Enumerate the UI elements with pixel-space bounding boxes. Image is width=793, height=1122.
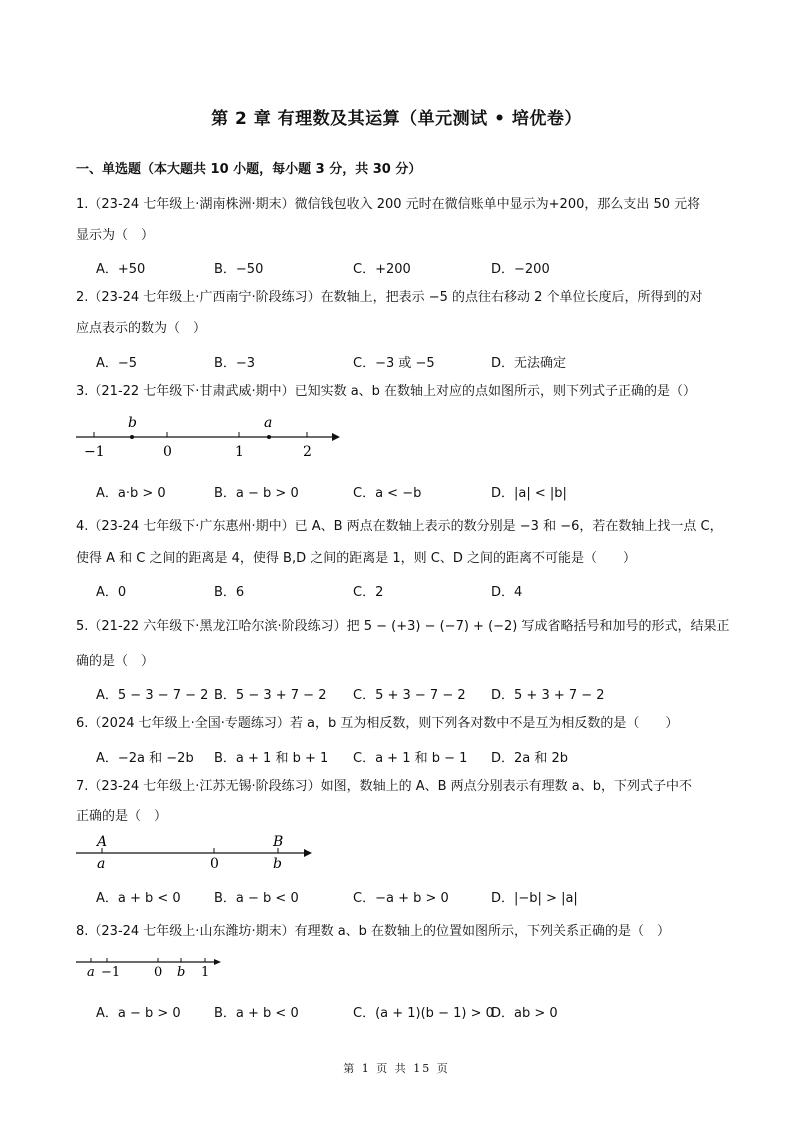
question-7-number-line (74, 832, 324, 872)
option-d[interactable]: D．|−b| > |a| (491, 891, 578, 906)
option-c[interactable]: C．a < −b (353, 486, 422, 501)
question-2-stem-cont: 应点表示的数为（ ） (76, 321, 207, 336)
option-c[interactable]: C．−a + b > 0 (353, 891, 449, 906)
option-a[interactable]: A．−2a 和 −2b (96, 751, 194, 766)
option-a[interactable]: A．5 − 3 − 7 − 2 (96, 688, 209, 703)
question-4-stem-cont: 使得 A 和 C 之间的距离是 4，使得 B,D 之间的距离是 1，则 C、D 之间的距离不可能是（ ） (76, 551, 636, 566)
option-b[interactable]: B．a − b > 0 (214, 486, 299, 501)
question-7-stem: 7.（23-24 七年级上·江苏无锡·阶段练习）如图，数轴上的 A、B 两点分别表示有理数 a、b，下列式子中不 (76, 779, 693, 794)
option-b[interactable]: B．a + b < 0 (214, 1006, 299, 1021)
question-3-number-line (74, 410, 344, 462)
option-a[interactable]: A．0 (96, 585, 127, 600)
point-a (267, 435, 271, 439)
question-7-stem-cont: 正确的是（ ） (76, 809, 168, 824)
question-2-stem: 2.（23-24 七年级上·广西南宁·阶段练习）在数轴上，把表示 −5 的点往右移动 2 个单位长度后，所得到的对 (76, 290, 703, 305)
option-d[interactable]: D．ab > 0 (491, 1006, 558, 1021)
label-b: b (177, 965, 186, 980)
question-8-number-line (74, 952, 234, 982)
option-c[interactable]: C．(a + 1)(b − 1) > 0 (353, 1006, 494, 1021)
label-B: B (273, 834, 284, 850)
option-b[interactable]: B．−3 (214, 356, 256, 371)
label-0: 0 (154, 965, 163, 980)
option-d[interactable]: D．4 (491, 585, 523, 600)
option-c[interactable]: C．2 (353, 585, 384, 600)
label-a: a (97, 856, 106, 872)
page-title: 第 2 章 有理数及其运算（单元测试 • 培优卷） (211, 109, 582, 129)
option-c[interactable]: C．+200 (353, 262, 411, 277)
option-b[interactable]: B．−50 (214, 262, 264, 277)
label-1: 1 (201, 965, 210, 980)
option-b[interactable]: B．6 (214, 585, 245, 600)
option-a[interactable]: A．+50 (96, 262, 146, 277)
option-a[interactable]: A．a·b > 0 (96, 486, 166, 501)
label-b: b (128, 415, 137, 431)
option-a[interactable]: A．a − b > 0 (96, 1006, 181, 1021)
option-d[interactable]: D．−200 (491, 262, 550, 277)
question-1-stem: 1.（23-24 七年级上·湖南株洲·期末）微信钱包收入 200 元时在微信账单中显示为+200，那么支出 50 元将 (76, 197, 701, 212)
option-c[interactable]: C．a + 1 和 b − 1 (353, 751, 468, 766)
tick-minus-1: −1 (84, 444, 105, 460)
tick-0: 0 (163, 444, 172, 460)
option-d[interactable]: D．5 + 3 + 7 − 2 (491, 688, 605, 703)
question-3-stem: 3.（21-22 七年级下·甘肃武威·期中）已知实数 a、b 在数轴上对应的点如图所示，则下列式子正确的是（） (76, 384, 697, 399)
label-a: a (264, 415, 273, 431)
option-b[interactable]: B．a + 1 和 b + 1 (214, 751, 329, 766)
label-b: b (273, 856, 282, 872)
page-footer: 第 1 页 共 15 页 (343, 1062, 450, 1075)
question-6-stem: 6.（2024 七年级上·全国·专题练习）若 a，b 互为相反数，则下列各对数中不是互为相反数的是（ ） (76, 716, 679, 731)
label-0: 0 (210, 856, 219, 872)
question-8-stem: 8.（23-24 七年级上·山东潍坊·期末）有理数 a、b 在数轴上的位置如图所示，下列关系正确的是（ ） (76, 924, 671, 939)
option-b[interactable]: B．a − b < 0 (214, 891, 299, 906)
label-minus-1: −1 (101, 965, 121, 980)
option-b[interactable]: B．5 − 3 + 7 − 2 (214, 688, 327, 703)
option-c[interactable]: C．−3 或 −5 (353, 356, 435, 371)
question-4-stem: 4.（23-24 七年级下·广东惠州·期中）已 A、B 两点在数轴上表示的数分别是 −3 和 −6，若在数轴上找一点 C， (76, 519, 723, 534)
label-A: A (97, 834, 108, 850)
label-a: a (87, 965, 95, 980)
option-d[interactable]: D．无法确定 (491, 356, 567, 371)
tick-2: 2 (303, 444, 312, 460)
option-c[interactable]: C．5 + 3 − 7 − 2 (353, 688, 466, 703)
question-5-stem: 5.（21-22 六年级下·黑龙江哈尔滨·阶段练习）把 5 − (+3) − (−7) + (−2) 写成省略括号和加号的形式，结果正 (76, 619, 730, 634)
option-a[interactable]: A．a + b < 0 (96, 891, 181, 906)
section-heading: 一、单选题（本大题共 10 小题，每小题 3 分，共 30 分） (76, 162, 422, 177)
tick-1: 1 (235, 444, 244, 460)
question-1-stem-cont: 显示为（ ） (76, 228, 155, 243)
point-b (130, 435, 134, 439)
option-d[interactable]: D．2a 和 2b (491, 751, 569, 766)
option-a[interactable]: A．−5 (96, 356, 138, 371)
option-d[interactable]: D．|a| < |b| (491, 486, 567, 501)
question-5-stem-cont: 确的是（ ） (76, 654, 155, 669)
